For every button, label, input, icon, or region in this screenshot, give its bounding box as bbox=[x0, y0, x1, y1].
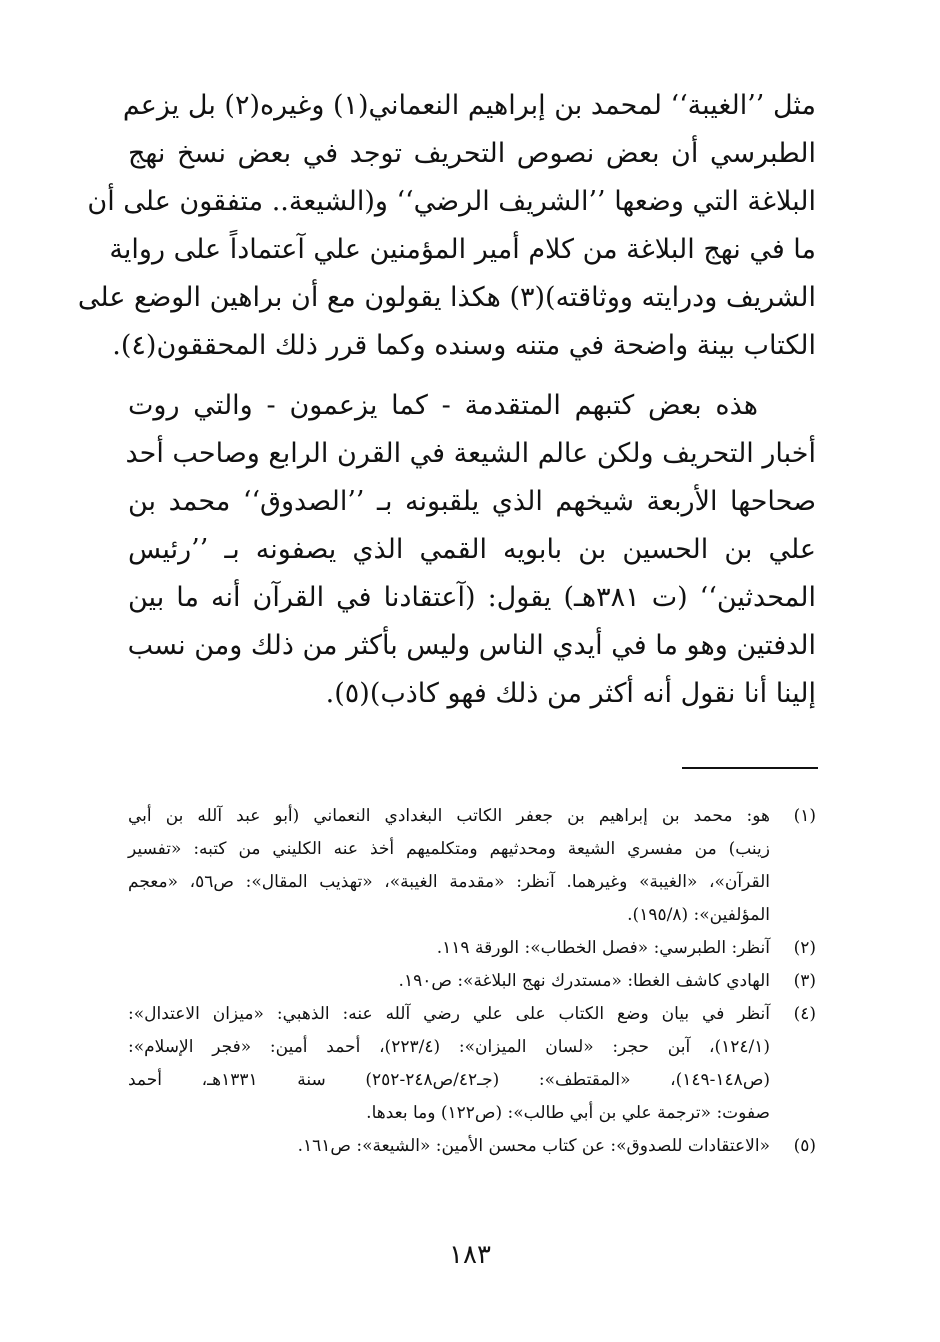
footnote-1 bbox=[128, 800, 816, 932]
text-line: الكتاب بينة واضحة في متنه وسنده وكما قرر ذلك المحققون(٤). bbox=[112, 330, 816, 361]
footnote-line: صفوت: «ترجمة علي بن أبي طالب»: (ص١٢٢) وما بعدها. bbox=[366, 1103, 770, 1123]
text-line: المحدثين‘‘ (ت ٣٨١هـ) يقول: (آعتقادنا في القرآن أنه ما بين bbox=[128, 582, 816, 613]
text-line: الطبرسي أن بعض نصوص التحريف توجد في بعض نسخ نهج bbox=[128, 138, 816, 169]
text-line: صحاحها الأربعة شيخهم الذي يلقبونه بـ ’’الصدوق‘‘ محمد بن bbox=[128, 486, 816, 517]
footnote-text bbox=[128, 800, 770, 932]
footnote-5 bbox=[128, 1130, 816, 1163]
footnote-line: آنظر في بيان وضع الكتاب على علي رضي آلله عنه: الذهبي: «ميزان الاعتدال»: bbox=[128, 1004, 770, 1024]
footnote-number: (٤) bbox=[793, 1004, 816, 1024]
text-line: الدفتين وهو ما في أيدي الناس وليس بأكثر من ذلك ومن نسب bbox=[127, 630, 816, 661]
footnote-text bbox=[128, 932, 770, 965]
footnote-number: (١) bbox=[793, 806, 816, 826]
footnote-line: زينب) من مفسري الشيعة ومحدثيهم ومتكلميهم أخذ عنه الكليني من كتبه: «تفسير bbox=[128, 839, 770, 859]
footnote-2 bbox=[128, 932, 816, 965]
footnote-text bbox=[128, 965, 770, 998]
footnote-line: الهادي كاشف الغطا: «مستدرك نهج البلاغة»: ص١٩٠. bbox=[398, 971, 770, 991]
footnote-number: (٣) bbox=[793, 971, 816, 991]
text-line: مثل ’’الغيبة‘‘ لمحمد بن إبراهيم النعماني(١) وغيره(٢) بل يزعم bbox=[122, 90, 816, 121]
footnote-line: (١٢٤/١)، آبن حجر: «لسان الميزان»: (٢٢٣/٤)، أحمد أمين: «فجر الإسلام»: bbox=[128, 1037, 771, 1057]
footnote-number: (٥) bbox=[793, 1136, 816, 1156]
footnote-separator bbox=[682, 767, 818, 769]
paragraph-1 bbox=[77, 82, 816, 370]
footnote-line: هو: محمد بن إبراهيم بن جعفر الكاتب البغدادي النعماني (أبو عبد آلله بن أبي bbox=[128, 806, 770, 826]
text-line: ما في نهج البلاغة من كلام أمير المؤمنين علي آعتماداً على رواية bbox=[109, 234, 816, 265]
paragraph-2 bbox=[125, 382, 816, 718]
text-line: البلاغة التي وضعها ’’الشريف الرضي‘‘ و(الشيعة.. متفقون على أن bbox=[87, 186, 816, 217]
main-text bbox=[77, 82, 816, 718]
text-line: أخبار التحريف ولكن عالم الشيعة في القرن الرابع وصاحب أحد bbox=[125, 438, 816, 469]
footnote-line: آنظر: الطبرسي: «فصل الخطاب»: الورقة ١١٩. bbox=[436, 938, 770, 958]
footnote-number: (٢) bbox=[793, 938, 816, 958]
footnote-line: «الاعتقادات للصدوق»: عن كتاب محسن الأمين: «الشيعة»: ص١٦١. bbox=[297, 1136, 770, 1156]
page-number: ١٨٣ bbox=[449, 1240, 491, 1270]
footnote-line: المؤلفين»: (١٩٥/٨). bbox=[627, 905, 770, 925]
footnote-text bbox=[128, 1130, 770, 1163]
text-line: إلينا أنا نقول أنه أكثر من ذلك فهو كاذب)(٥). bbox=[325, 678, 816, 709]
footnote-4 bbox=[128, 998, 816, 1130]
footnote-text bbox=[128, 998, 770, 1130]
text-line: هذه بعض كتبهم المتقدمة - كما يزعمون - والتي روت bbox=[128, 390, 758, 421]
footnote-line: (ص١٤٨-١٤٩)، «المقتطف»: (جـ٤٢/ص٢٤٨-٢٥٢) سنة ١٣٣١هـ، أحمد bbox=[128, 1070, 770, 1090]
footnote-3 bbox=[128, 965, 816, 998]
footnote-line: القرآن»، «الغيبة» وغيرهما. آنظر: «مقدمة الغيبة»، «تهذيب المقال»: ص٥٦، «معجم bbox=[128, 872, 770, 892]
footnotes bbox=[128, 800, 816, 1163]
text-line: الشريف ودرايته ووثاقته)(٣) هكذا يقولون مع أن براهين الوضع على bbox=[77, 282, 816, 313]
text-line: علي بن الحسين بن بابويه القمي الذي يصفونه بـ ’’رئيس bbox=[128, 534, 816, 565]
